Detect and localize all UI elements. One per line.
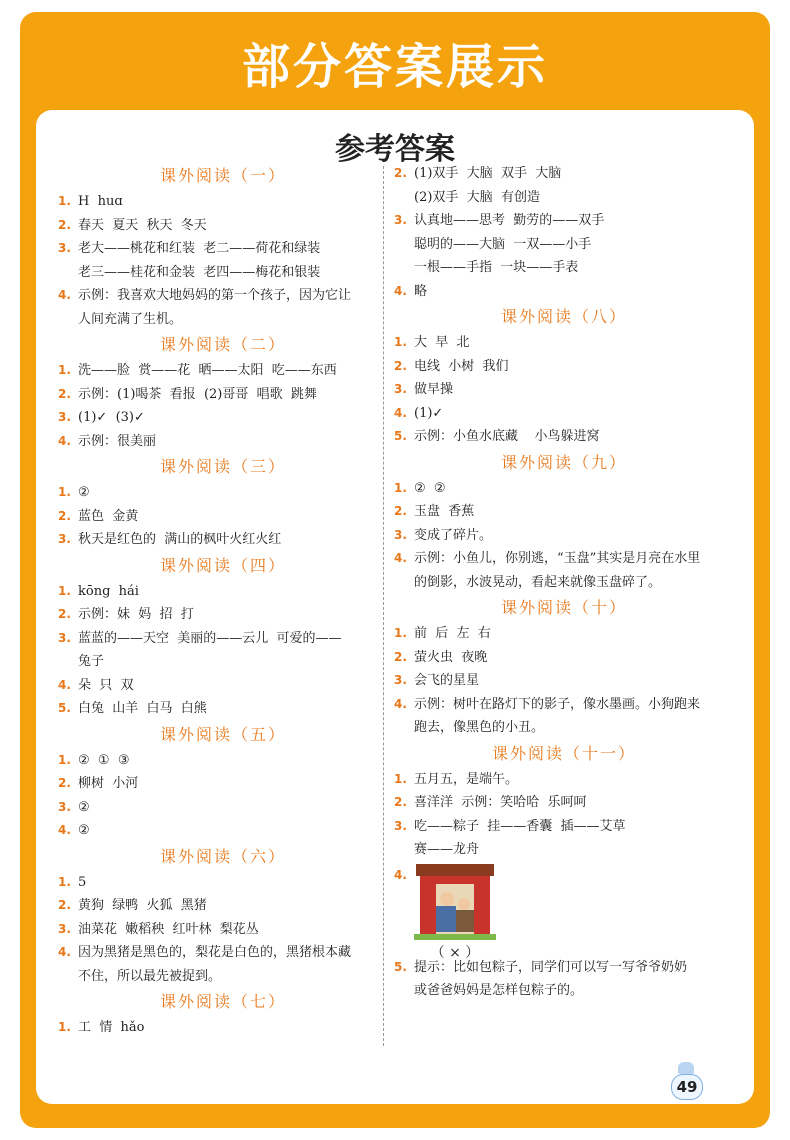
answer-line (58, 505, 388, 529)
answer-text: (1)✓ (3)✓ (78, 410, 145, 425)
answer-number: 2. (58, 217, 71, 232)
answer-line (394, 815, 734, 839)
answer-text: 赛——龙舟 (414, 842, 480, 857)
answer-item (58, 674, 388, 698)
answer-item (58, 237, 388, 284)
answer-line (394, 477, 734, 501)
answer-item (58, 505, 388, 529)
answer-text: 白兔 山羊 白马 白熊 (78, 701, 207, 716)
answer-line (58, 819, 388, 843)
answer-text: 朵 只 双 (78, 677, 134, 693)
answer-item (58, 284, 388, 331)
dragon-boat-illustration (414, 864, 496, 961)
answer-item (58, 1016, 388, 1040)
answer-item (394, 646, 734, 670)
answer-line (58, 430, 388, 454)
section-heading: 课外阅读（十） (500, 598, 627, 617)
answer-number: 1. (58, 583, 71, 598)
answer-text: 5 (78, 874, 87, 890)
right-column (394, 162, 734, 1003)
answer-line (58, 214, 388, 238)
answer-line (58, 359, 388, 383)
answer-number: 2. (58, 607, 71, 621)
answer-item (394, 669, 734, 693)
section-heading: 课外阅读（十一） (491, 743, 636, 763)
answer-item (58, 383, 388, 407)
answer-item (394, 768, 734, 792)
answer-item (58, 481, 388, 505)
answer-text: 聪明的——大脑 一双——小手 (414, 236, 592, 252)
answer-text: (2)双手 大脑 有创造 (414, 189, 540, 205)
section-heading: 课外阅读（六） (159, 846, 286, 866)
answer-item (394, 956, 734, 1003)
answer-item (394, 477, 734, 501)
answer-text: 老大——桃花和红装 老二——荷花和绿装 (78, 241, 321, 256)
answer-item (394, 622, 734, 646)
answer-item (394, 209, 734, 280)
answer-item (394, 864, 734, 961)
answer-text: 柳树 小河 (78, 776, 139, 791)
answer-item (58, 749, 388, 773)
answer-text: 示例：我喜欢大地妈妈的第一个孩子，因为它让 (78, 288, 352, 303)
answer-item (394, 162, 734, 209)
answer-number: 1. (394, 626, 407, 640)
answer-line (394, 646, 734, 670)
answer-number: 1. (58, 194, 71, 208)
banner-title: 部分答案展示 (241, 39, 548, 95)
answer-item (58, 871, 388, 895)
answer-item (394, 547, 734, 594)
answer-number: 1. (58, 485, 71, 499)
answer-number: 1. (58, 752, 71, 767)
answer-item (394, 425, 734, 449)
section-heading: 课外阅读（四） (159, 555, 286, 575)
answer-number: 2. (58, 386, 71, 401)
answer-line (394, 280, 734, 304)
answer-line (58, 749, 388, 773)
answer-line (58, 528, 388, 552)
answer-number: 3. (58, 410, 71, 424)
section-heading: 课外阅读（八） (500, 307, 627, 326)
answer-text: 做早操 (414, 382, 454, 397)
section-heading: 课外阅读（三） (159, 457, 286, 476)
answer-line (394, 378, 734, 402)
answer-line (58, 284, 388, 308)
section-heading: 课外阅读（七） (159, 992, 286, 1011)
answer-number: 2. (394, 166, 407, 180)
answer-number: 2. (394, 358, 407, 373)
answer-number: 3. (394, 213, 407, 227)
answer-line (58, 697, 388, 721)
answer-text: 示例：小鱼儿，你别逃，“玉盘”其实是月亮在水里 (414, 551, 701, 566)
section-heading: 课外阅读（二） (159, 335, 286, 354)
answer-item (58, 941, 388, 988)
answer-text: ② (78, 485, 90, 500)
answer-number: 3. (394, 382, 407, 396)
answer-text: 玉盘 香蕉 (414, 504, 475, 519)
answer-number: 4. (394, 696, 407, 711)
answer-number: 3. (394, 673, 407, 687)
answer-line (58, 1016, 388, 1040)
answer-line (394, 402, 734, 426)
answer-text: 工 情 hǎo (78, 1020, 145, 1035)
answer-item (58, 894, 388, 918)
card-title: 参考答案 (335, 132, 455, 167)
answer-text: 洗——脸 赏——花 晒——太阳 吃——东西 (78, 363, 337, 378)
answer-line (58, 237, 388, 261)
answer-text: 的倒影，水波晃动，看起来就像玉盘碎了。 (414, 574, 662, 590)
answer-item (394, 355, 734, 379)
answer-text: 示例：树叶在路灯下的影子，像水墨画。小狗跑来 (414, 696, 701, 712)
answer-line (394, 209, 734, 233)
answer-number: 3. (58, 532, 71, 546)
answer-line (58, 941, 388, 965)
answer-text: (1)✓ (414, 405, 444, 421)
section-heading: 课外阅读（一） (159, 166, 286, 185)
answer-item (394, 693, 734, 740)
answer-line (58, 894, 388, 918)
answer-text: 或爸爸妈妈是怎样包粽子的。 (414, 983, 584, 998)
answer-item (394, 500, 734, 524)
answer-text: ② ② (414, 480, 446, 496)
answer-text: 秋天是红色的 满山的枫叶火红火红 (78, 532, 282, 547)
answer-text: 认真地——思考 勤劳的——双手 (414, 213, 605, 228)
answer-text: 示例：(1)喝茶 看报 (2)哥哥 唱歌 跳舞 (78, 386, 317, 402)
answer-text: 蓝蓝的——天空 美丽的——云儿 可爱的—— (78, 630, 342, 646)
answer-item (58, 580, 388, 604)
answer-text: 电线 小树 我们 (414, 358, 509, 374)
answer-line (394, 669, 734, 693)
answer-line (394, 791, 734, 815)
answer-number: 1. (58, 874, 71, 889)
answer-number: 1. (58, 363, 71, 377)
answer-text: 示例：小鱼水底藏 小鸟躲进窝 (414, 429, 600, 444)
answer-text: 五月五，是端午。 (414, 771, 519, 787)
answer-text: 示例：妹 妈 招 打 (78, 607, 194, 622)
answer-text: ② ① ③ (78, 752, 130, 768)
answer-line (394, 768, 734, 792)
answer-text: 大 早 北 (414, 335, 470, 350)
answer-text: 蓝色 金黄 (78, 508, 139, 524)
answer-number: 2. (394, 795, 407, 809)
answer-line (58, 674, 388, 698)
answer-item (58, 796, 388, 820)
answer-text: 油菜花 嫩稻秧 红叶林 梨花丛 (78, 921, 259, 937)
answer-line (58, 918, 388, 942)
answer-number: 1. (394, 771, 407, 786)
answer-line (394, 956, 734, 980)
answer-number: 3. (58, 630, 71, 645)
answer-number: 2. (394, 649, 407, 664)
answer-number: 4. (58, 288, 71, 302)
answer-number: 1. (394, 480, 407, 495)
answer-item (58, 406, 388, 430)
answer-number: 4. (394, 551, 407, 565)
answer-item (58, 697, 388, 721)
answer-text: 吃——粽子 挂——香囊 插——艾草 (414, 818, 626, 834)
answer-line (394, 622, 734, 646)
answer-item (394, 524, 734, 548)
answer-text: 兔子 (78, 654, 105, 669)
answer-line (394, 355, 734, 379)
answer-text: 前 后 左 右 (414, 626, 491, 641)
answer-number: 3. (394, 527, 407, 542)
answer-line (394, 425, 734, 449)
answer-text: 人间充满了生机。 (78, 311, 183, 327)
answer-item (58, 430, 388, 454)
answer-number: 3. (58, 799, 71, 814)
answer-text: ② (78, 799, 90, 815)
answer-line (58, 481, 388, 505)
answer-line (394, 524, 734, 548)
answer-text: 示例：很美丽 (78, 433, 157, 449)
answer-line (58, 796, 388, 820)
answer-item (394, 331, 734, 355)
answer-item (58, 819, 388, 843)
answer-text: 黄狗 绿鸭 火狐 黑猪 (78, 898, 207, 913)
answer-text: 提示：比如包粽子，同学们可以写一写爷爷奶奶 (414, 959, 688, 975)
answer-text: 因为黑猪是黑色的，梨花是白色的，黑猪根本藏 (78, 945, 352, 960)
answer-number: 4. (58, 433, 71, 448)
answer-item (58, 603, 388, 627)
answer-text: 一根——手指 一块——手表 (414, 260, 579, 275)
page-number: 49 (671, 1074, 703, 1100)
answer-line (394, 331, 734, 355)
answer-number: 4. (394, 283, 407, 298)
answer-line (58, 190, 388, 214)
answer-number: 5. (394, 959, 407, 974)
cat-mascot-icon (678, 1062, 694, 1074)
answer-text: H huɑ (78, 194, 123, 209)
answer-line (394, 547, 734, 571)
answer-item (394, 815, 734, 862)
answer-text: 喜洋洋 示例：笑哈哈 乐呵呵 (414, 795, 587, 810)
answer-line (394, 162, 734, 186)
answer-item (58, 359, 388, 383)
answer-number: 3. (58, 921, 71, 936)
answer-number: 4. (58, 823, 71, 837)
answer-text: 会飞的星星 (414, 673, 480, 688)
banner (0, 0, 790, 110)
answer-number: 3. (394, 818, 407, 833)
section-heading: 课外阅读（九） (500, 452, 627, 472)
answer-item (394, 791, 734, 815)
answer-line (394, 693, 734, 717)
answer-text: 略 (414, 283, 428, 299)
answer-line (58, 383, 388, 407)
answer-text: 不住，所以最先被捉到。 (78, 968, 222, 984)
answer-number: 1. (58, 1020, 71, 1034)
answer-number: 4. (58, 945, 71, 959)
answer-line (58, 627, 388, 651)
answer-item (58, 528, 388, 552)
answer-text: ② (78, 823, 90, 838)
answer-line (58, 603, 388, 627)
answer-item (394, 378, 734, 402)
answer-text: (1)双手 大脑 双手 大脑 (414, 166, 562, 181)
answer-number: 4. (394, 405, 407, 420)
answer-line (58, 772, 388, 796)
answer-item (58, 190, 388, 214)
answer-number: 3. (58, 241, 71, 255)
answer-item (58, 214, 388, 238)
answer-number: 2. (58, 508, 71, 523)
answer-item (394, 280, 734, 304)
answer-item (58, 627, 388, 674)
answer-text: 萤火虫 夜晚 (414, 649, 488, 665)
answer-number: 1. (394, 335, 407, 349)
answer-number: 4. (58, 677, 71, 692)
answer-line (58, 580, 388, 604)
answer-text: 春天 夏天 秋天 冬天 (78, 217, 207, 233)
answer-text: kōng hái (78, 583, 139, 599)
section-heading: 课外阅读（五） (159, 724, 286, 744)
answer-text: 跑去，像黑色的小丑。 (414, 720, 545, 735)
answer-number: 4. (394, 867, 407, 882)
answer-number: 2. (394, 504, 407, 518)
answer-number: 5. (394, 429, 407, 443)
image-answer: （ × ） (430, 944, 480, 961)
answer-item (58, 918, 388, 942)
answer-item (394, 402, 734, 426)
answer-text: 变成了碎片。 (414, 527, 493, 543)
answer-line (394, 500, 734, 524)
answer-number: 2. (58, 898, 71, 912)
answer-line (58, 406, 388, 430)
answer-line (58, 871, 388, 895)
left-column (58, 162, 388, 1040)
answer-item (58, 772, 388, 796)
answer-number: 2. (58, 776, 71, 790)
answer-text: 老三——桂花和金装 老四——梅花和银装 (78, 264, 321, 280)
answer-card (36, 110, 754, 1104)
answer-number: 5. (58, 701, 71, 715)
